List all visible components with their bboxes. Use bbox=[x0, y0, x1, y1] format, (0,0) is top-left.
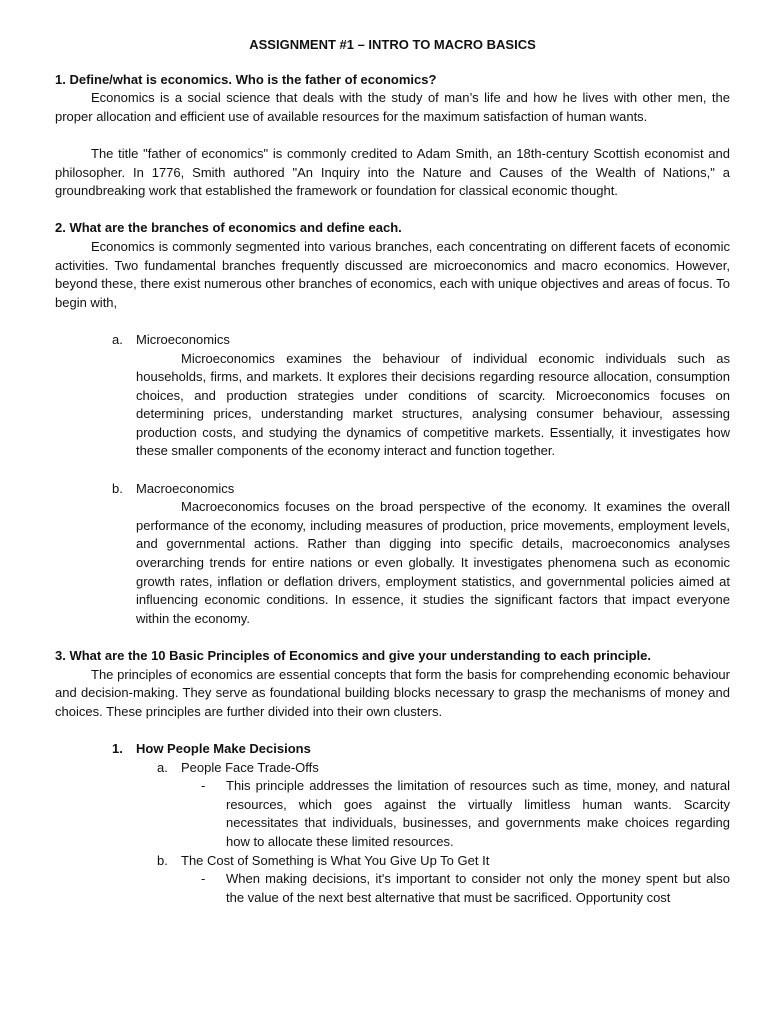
list-marker: a. bbox=[157, 759, 168, 775]
list-marker: 1. bbox=[112, 740, 123, 756]
explanation-text: When making decisions, it's important to consider not only the money spent but also the value of the next best alternative that must be sacrificed. Opportunity cost bbox=[226, 871, 730, 905]
principle-label: People Face Trade-Offs bbox=[181, 759, 319, 775]
question-1-paragraph-2: The title "father of economics" is commonly credited to Adam Smith, an 18th-century Scottish economist and philosopher. In 1776, Smith authored "An Inquiry into the Nature and Causes of the Wealth of Nations," a groundbreaking work that established the framework or foundation for classical economic thought. bbox=[55, 145, 730, 199]
question-3-heading: 3. What are the 10 Basic Principles of Economics and give your understanding to each principle. bbox=[55, 648, 651, 663]
principle-explanation bbox=[201, 777, 730, 851]
question-1 bbox=[55, 71, 730, 201]
principle-explanation bbox=[201, 870, 730, 907]
branch-label: Macroeconomics bbox=[136, 480, 235, 496]
document-page bbox=[55, 36, 730, 907]
explanation-text: This principle addresses the limitation of resources such as time, money, and natural resources, which goes against the virtually limitless human wants. Scarcity necessitates that individuals, businesses, and governments make choices regarding how to allocate these limited resources. bbox=[226, 778, 730, 849]
principle-item-b bbox=[157, 852, 730, 908]
question-2-heading: 2. What are the branches of economics and define each. bbox=[55, 220, 402, 236]
principle-label: The Cost of Something is What You Give Up To Get It bbox=[181, 852, 490, 868]
question-2 bbox=[55, 219, 730, 628]
branch-microeconomics bbox=[112, 331, 730, 461]
branch-label: Microeconomics bbox=[136, 331, 230, 347]
list-marker: a. bbox=[112, 331, 123, 347]
question-1-paragraph-1: Economics is a social science that deals with the study of man’s life and how he lives with other men, the proper allocation and efficient use of available resources for the maximum satisfaction of human wants. bbox=[55, 90, 730, 124]
list-marker: b. bbox=[157, 852, 168, 868]
principle-cluster-1 bbox=[112, 740, 730, 907]
question-2-intro: Economics is commonly segmented into various branches, each concentrating on different facets of economic activities. Two fundamental branches frequently discussed are microeconomics and macro economics. However, beyond these, there exist numerous other branches of economics, each with unique objectives and areas of focus. To begin with, bbox=[55, 238, 730, 310]
branch-macroeconomics bbox=[112, 480, 730, 629]
question-3 bbox=[55, 647, 730, 907]
question-1-heading: 1. Define/what is economics. Who is the father of economics? bbox=[55, 71, 437, 87]
list-marker: b. bbox=[112, 480, 123, 496]
principle-item-a bbox=[157, 759, 730, 852]
branch-description: Macroeconomics focuses on the broad perspective of the economy. It examines the overall performance of the economy, including measures of production, price movements, employment levels, and governmental actions. Rather than digging into specific details, macroeconomics analyses overarching trends for entire nations or even globally. It investigates phenomena such as economic growth rates, inflation or deflation drivers, employment statistics, and governmental policies aimed at influencing economic conditions. In essence, it studies the significant factors that impact everyone within the economy. bbox=[136, 499, 730, 626]
question-3-intro: The principles of economics are essential concepts that form the basis for comprehending economic behaviour and decision-making. They serve as foundational building blocks necessary to grasp the mechanisms of money and choices. These principles are further divided into their own clusters. bbox=[55, 666, 730, 719]
cluster-label: How People Make Decisions bbox=[136, 740, 311, 756]
dash-marker: - bbox=[201, 778, 206, 794]
branch-description: Microeconomics examines the behaviour of individual economic individuals such as households, firms, and markets. It explores their decisions regarding resource allocation, consumption choices, and production strategies under conditions of scarcity. Microeconomics focuses on determining prices, understanding market structures, analysing consumer behaviour, assessing production costs, and studying the dynamics of competitive markets. Essentially, it investigates how these smaller components of the economy interact and function together. bbox=[136, 350, 730, 459]
dash-marker: - bbox=[201, 871, 206, 887]
document-title: ASSIGNMENT #1 – INTRO TO MACRO BASICS bbox=[249, 37, 536, 52]
